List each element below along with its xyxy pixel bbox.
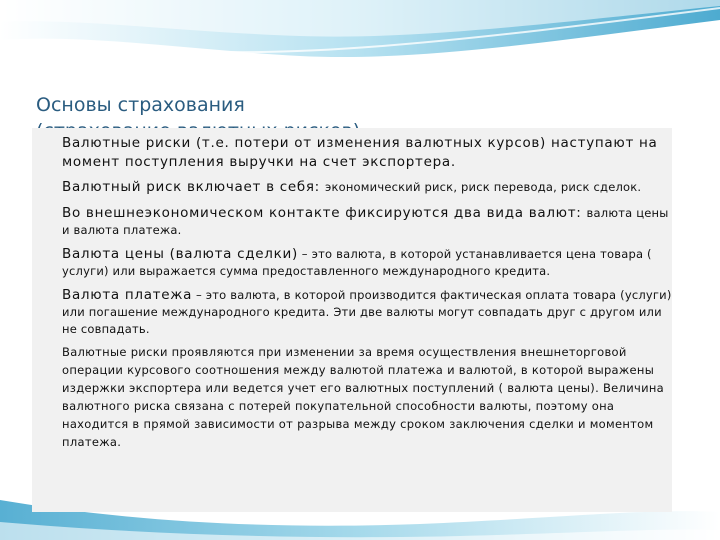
paragraph-3-rest: валюта цены и валюта платежа. — [62, 206, 669, 237]
paragraph-2-rest: экономический риск, риск перевода, риск сделок. — [324, 180, 642, 194]
paragraph-1-text: Валютные риски (т.е. потери от изменения валютных курсов) наступают на момент поступления выручки на счет экспортера. — [62, 135, 658, 170]
paragraph-1 — [32, 134, 672, 172]
paragraph-5-rest: – это валюта, в которой производится фактическая оплата товара (услуги) или погашение международного кредита. Эти две валюты могут совпадать друг с другом или не совпадать. — [62, 288, 672, 336]
paragraph-3 — [32, 205, 672, 239]
paragraph-2-lead: Валютный риск включает в себя: — [62, 179, 325, 195]
paragraph-4 — [32, 246, 672, 280]
title-line-1: Основы страхования — [36, 94, 245, 116]
paragraph-4-lead: Валюта цены (валюта сделки) — [62, 246, 298, 262]
paragraph-2 — [32, 179, 672, 196]
paragraph-6 — [32, 343, 672, 451]
paragraph-6-text: Валютные риски проявляются при изменении за время осуществления внешнеторговой операции курсового соотношения между валютой платежа и валютой, в которой выражены издержки экспортера или ведется учет его валютных поступлений ( валюта цены). Величина валютного риска связана с потерей покупательной способности валюты, поэтому она находится в прямой зависимости от разрыва между сроком заключения сделки и моментом платежа. — [62, 345, 665, 449]
paragraph-4-rest: – это валюта, в которой устанавливается цена товара ( услуги) или выражается сумма предоставленного международного кредита. — [62, 247, 652, 278]
paragraph-5 — [32, 287, 672, 338]
paragraph-5-lead: Валюта платежа — [62, 287, 193, 303]
content-box — [32, 128, 672, 512]
paragraph-3-lead: Во внешнеэкономическом контакте фиксируются два вида валют: — [62, 205, 587, 221]
